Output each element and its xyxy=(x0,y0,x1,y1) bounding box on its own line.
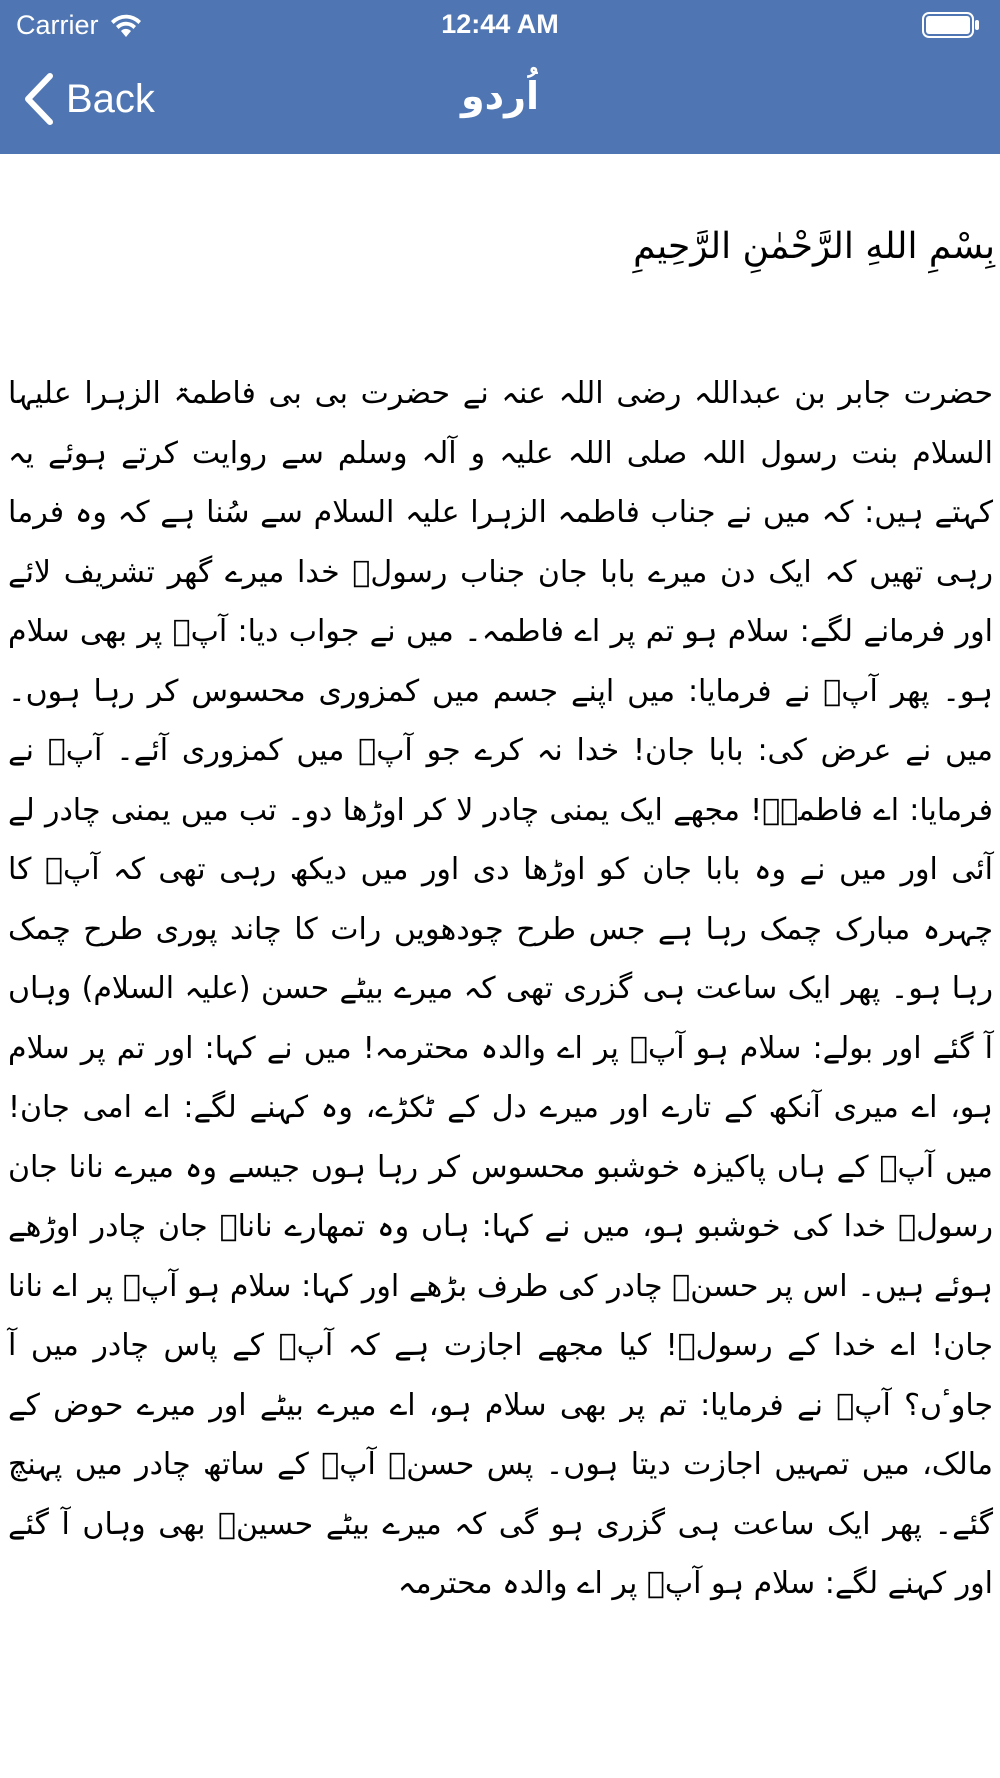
back-button-label: Back xyxy=(66,76,155,121)
basmala-heading: بِسْمِ اللهِ الرَّحْمٰنِ الرَّحِیمِ xyxy=(633,226,995,267)
status-time: 12:44 AM xyxy=(441,9,559,39)
navigation-bar xyxy=(0,50,1000,154)
status-bar xyxy=(0,0,1000,50)
body-text: حضرت جابر بن عبداللہ رضی اللہ عنہ نے حضرت بی بی فاطمۃ الزہرا علیہا السلام بنت رسول اللہ صلی اللہ علیہ و آلہ وسلم سے روایت کرتے ہوئے یہ کہتے ہیں: کہ میں نے جناب فاطمہ الزہرا علیہ السلام سے سُنا ہے کہ وہ فرما رہی تھیں کہ ایک دن میرے بابا جان جناب رسولؐ خدا میرے گھر تشریف لائے اور فرمانے لگے: سلام ہو تم پر اے فاطمہ۔ میں نے جواب دیا: آپؐ پر بھی سلام ہو۔ پھر آپؐ نے فرمایا: میں اپنے جسم میں کمزوری محسوس کر رہا ہوں۔ میں نے عرض کی: بابا جان! خدا نہ کرے جو آپؐ میں کمزوری آئے۔ آپؐ نے فرمایا: اے فاطمہؑ! مجھے ایک یمنی چادر لا کر اوڑھا دو۔ تب میں یمنی چادر لے آئی اور میں نے وہ بابا جان کو اوڑھا دی اور میں دیکھ رہی تھی کہ آپؐ کا چہرہ مبارک چمک رہا ہے جس طرح چودھویں رات کا چاند پوری طرح چمک رہا ہو۔ پھر ایک ساعت ہی گزری تھی کہ میرے بیٹے حسن (علیہ السلام) وہاں آ گئے اور بولے: سلام ہو آپؑ پر اے والدہ محترمہ! میں نے کہا: اور تم پر سلام ہو، اے میری آنکھ کے تارے اور میرے دل کے ٹکڑے، وہ کہنے لگے: اے امی جان! میں آپؑ کے ہاں پاکیزہ خوشبو محسوس کر رہا ہوں جیسے وہ میرے نانا جان رسولؐ خدا کی خوشبو ہو، میں نے کہا: ہاں وہ تمھارے ناناؐ جان چادر اوڑھے ہوئے ہیں۔ اس پر حسنؑ چادر کی طرف بڑھے اور کہا: سلام ہو آپؐ پر اے نانا جان! اے خدا کے رسولؐ! کیا مجھے اجازت ہے کہ آپؐ کے پاس چادر میں آ جاوٴں؟ آپؐ نے فرمایا: تم پر بھی سلام ہو، اے میرے بیٹے اور میرے حوض کے مالک، میں تمہیں اجازت دیتا ہوں۔ پس حسنؑ آپؐ کے ساتھ چادر میں پہنچ گئے۔ پھر ایک ساعت ہی گزری ہو گی کہ میرے بیٹے حسینؑ بھی وہاں آ گئے اور کہنے لگے: سلام ہو آپؑ پر اے والدہ محترمہ xyxy=(8,376,993,1601)
battery-icon xyxy=(922,12,980,38)
navigation-header xyxy=(0,0,1000,154)
carrier-label: Carrier xyxy=(16,10,99,40)
page-title: اُردو xyxy=(460,74,540,118)
reading-content[interactable] xyxy=(0,154,1000,1778)
